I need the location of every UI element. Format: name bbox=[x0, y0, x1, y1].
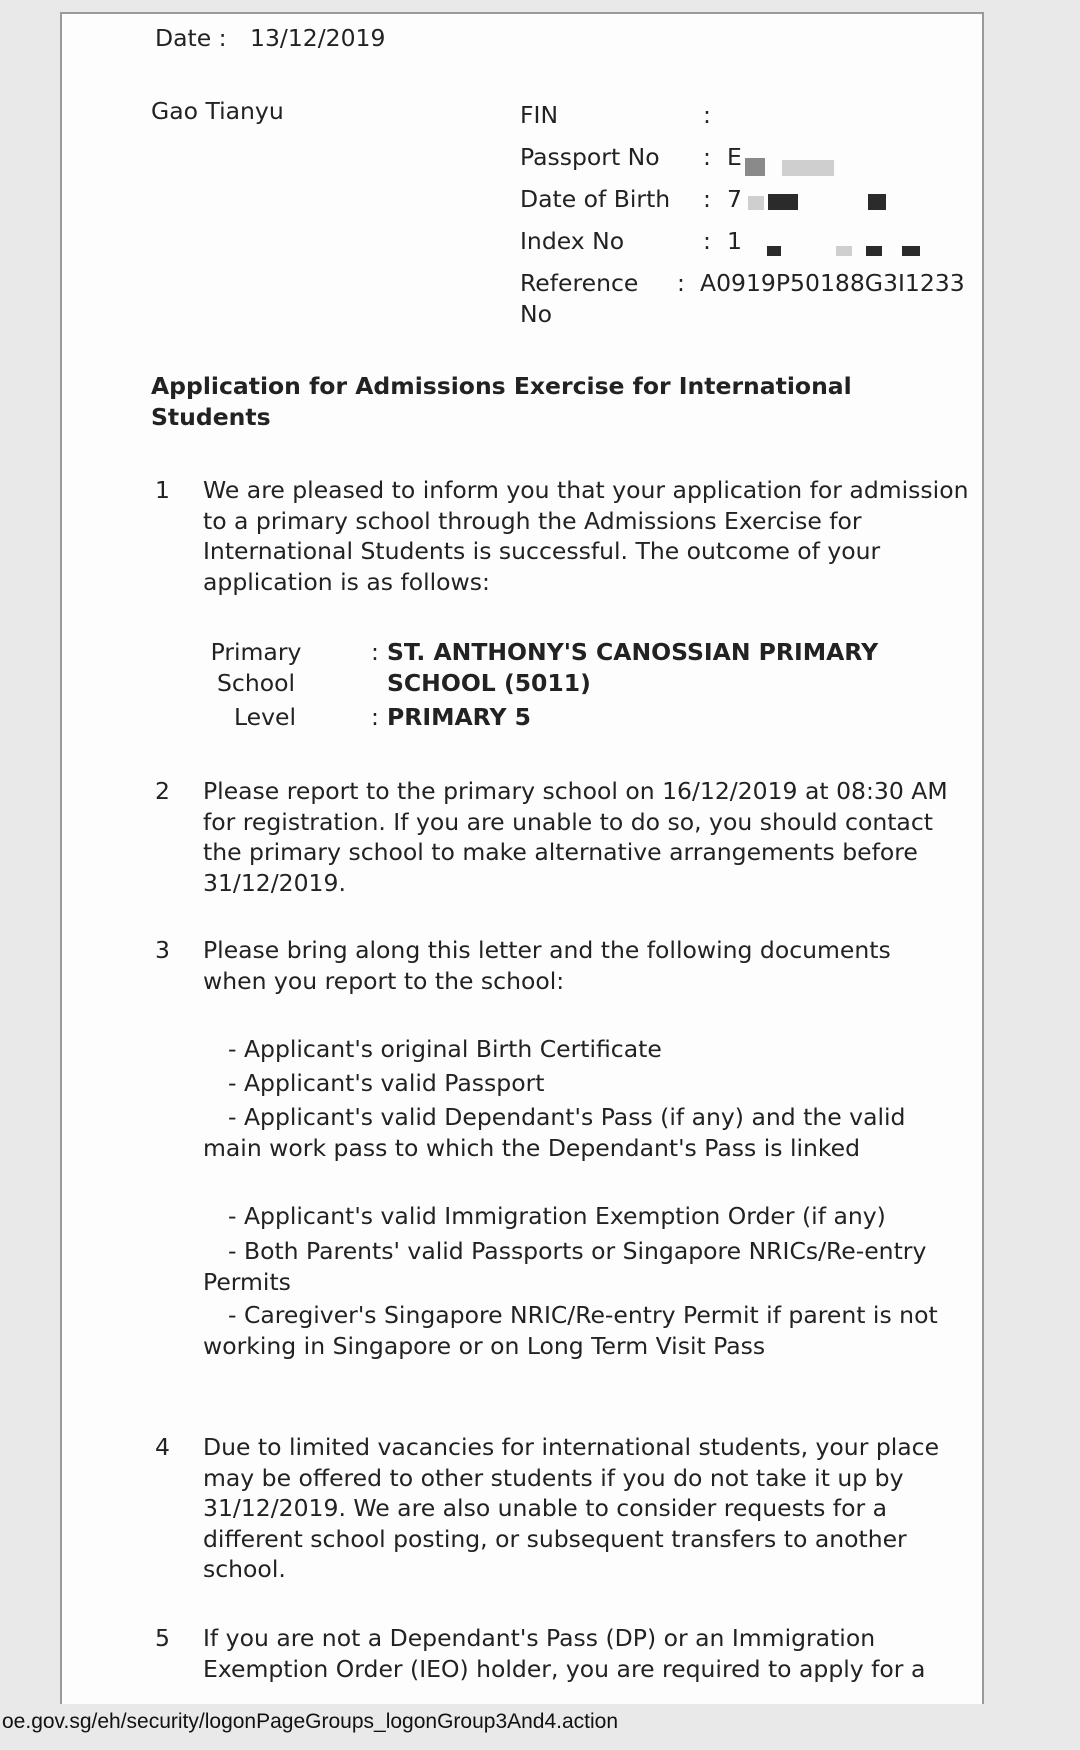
level-value: PRIMARY 5 bbox=[387, 703, 531, 731]
dob-redaction-2 bbox=[768, 194, 798, 210]
index-redaction-4 bbox=[902, 246, 920, 256]
index-redaction-1 bbox=[767, 246, 781, 256]
para-2-number: 2 bbox=[155, 777, 170, 805]
index-redaction-2 bbox=[836, 246, 852, 256]
para-2-text: Please report to the primary school on 16/12/2019 at 08:30 AM for registration. If you are unable to do so, you should contact the primary school to make alternative arrangements before 31/12/2019. bbox=[203, 777, 948, 897]
list-item: - Caregiver's Singapore NRIC/Re-entry Permit if parent is not working in Singapore or on Long Term Visit Pass bbox=[203, 1301, 938, 1360]
para-1-number: 1 bbox=[155, 476, 170, 504]
para-1-text: We are pleased to inform you that your application for admission to a primary school through the Admissions Exercise for International Students is successful. The outcome of your application is as follows: bbox=[203, 476, 969, 596]
para-3-number: 3 bbox=[155, 936, 170, 964]
passport-label: Passport No bbox=[520, 143, 660, 171]
passport-redaction bbox=[745, 158, 765, 176]
dob-label: Date of Birth bbox=[520, 185, 671, 213]
index-colon: : bbox=[703, 227, 711, 255]
school-colon: : bbox=[371, 638, 379, 666]
index-value: 1 bbox=[727, 227, 742, 255]
dob-redaction-3 bbox=[868, 194, 886, 210]
passport-redaction-2 bbox=[782, 160, 834, 176]
para-5-text: If you are not a Dependant's Pass (DP) or an Immigration Exemption Order (IEO) holder, you are required to apply for a bbox=[203, 1624, 926, 1683]
letter-title: Application for Admissions Exercise for International Students bbox=[151, 372, 852, 431]
list-item: - Applicant's valid Passport bbox=[228, 1069, 545, 1097]
passport-value: E bbox=[727, 143, 742, 171]
para-4-text: Due to limited vacancies for international students, your place may be offered to other students if you do not take it up by 31/12/2019. We are also unable to consider requests for a different school posting, or subsequent transfers to another school. bbox=[203, 1433, 940, 1583]
fin-label: FIN bbox=[520, 101, 559, 129]
reference-colon: : bbox=[677, 269, 685, 297]
school-label: Primary School bbox=[210, 638, 302, 697]
school-value: ST. ANTHONY'S CANOSSIAN PRIMARY SCHOOL (5011) bbox=[387, 638, 879, 697]
recipient-name: Gao Tianyu bbox=[151, 97, 284, 125]
fin-colon: : bbox=[703, 101, 711, 129]
passport-colon: : bbox=[703, 143, 711, 171]
list-item: - Applicant's valid Dependant's Pass (if any) and the valid main work pass to which the Dependant's Pass is linked bbox=[203, 1103, 906, 1162]
dob-value: 7 bbox=[727, 185, 742, 213]
para-5-number: 5 bbox=[155, 1624, 170, 1652]
date-label: Date : bbox=[155, 24, 227, 52]
list-item: - Applicant's original Birth Certificate bbox=[228, 1035, 662, 1063]
level-colon: : bbox=[371, 703, 379, 731]
para-4-number: 4 bbox=[155, 1433, 170, 1461]
reference-value: A0919P50188G3I1233 bbox=[700, 269, 965, 297]
date-value: 13/12/2019 bbox=[250, 24, 386, 52]
dob-redaction-1 bbox=[748, 196, 764, 210]
reference-label: Reference No bbox=[520, 269, 639, 328]
page-url[interactable]: oe.gov.sg/eh/security/logonPageGroups_logonGroup3And4.action bbox=[2, 1710, 619, 1733]
list-item: - Both Parents' valid Passports or Singapore NRICs/Re-entry Permits bbox=[203, 1237, 927, 1296]
para-3-text: Please bring along this letter and the following documents when you report to the school: bbox=[203, 936, 891, 995]
list-item: - Applicant's valid Immigration Exemption Order (if any) bbox=[228, 1202, 886, 1230]
index-redaction-3 bbox=[866, 246, 882, 256]
index-label: Index No bbox=[520, 227, 625, 255]
level-label: Level bbox=[234, 703, 297, 731]
dob-colon: : bbox=[703, 185, 711, 213]
